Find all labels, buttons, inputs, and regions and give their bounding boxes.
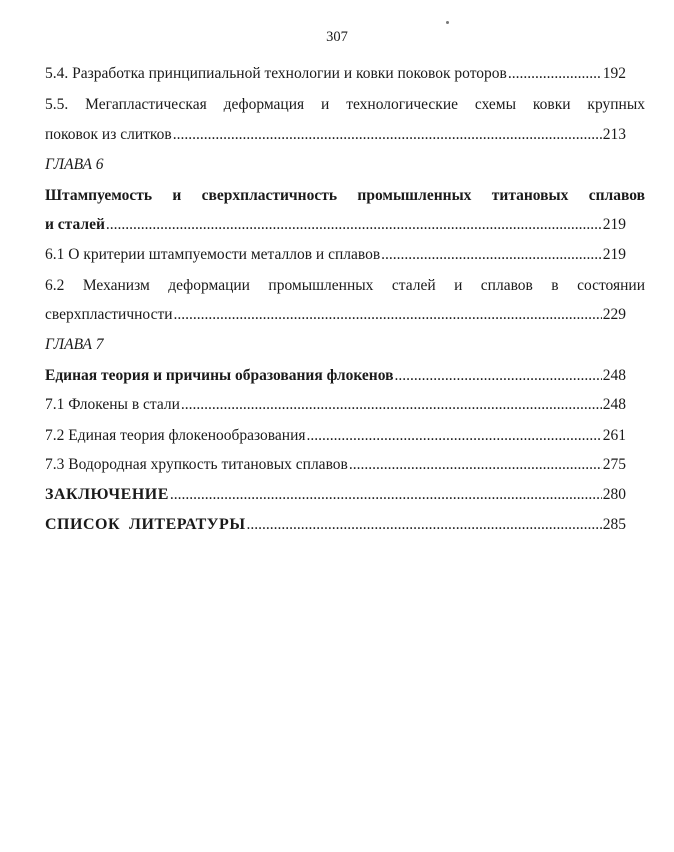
toc-entry-references[interactable]	[45, 514, 626, 536]
page-number: 307	[326, 29, 348, 45]
toc-entry-7-2[interactable]	[45, 425, 626, 447]
toc-entry-7-3[interactable]	[45, 454, 626, 476]
toc-entry-7-1[interactable]	[45, 394, 626, 416]
toc-entry-title: поковок из слитков	[45, 126, 172, 143]
chapter-6-label: ГЛАВА 6	[45, 156, 104, 173]
scan-speck	[446, 21, 449, 24]
toc-entry-5-4[interactable]	[45, 63, 626, 85]
toc-entry-title: 5.4. Разработка принципиальной технологии и ковки поковок роторов	[45, 65, 507, 82]
toc-page-number: 248	[602, 367, 626, 384]
toc-leader-dots	[349, 454, 602, 476]
toc-page-number: 285	[602, 516, 626, 533]
toc-entry-title: 7.1 Флокены в стали	[45, 396, 180, 413]
toc-entry-5-5-line1[interactable]: 5.5. Мегапластическая деформация и технологические схемы ковки крупных	[45, 96, 645, 113]
toc-entry-6-2-line2[interactable]	[45, 304, 626, 326]
toc-entry-6-1[interactable]	[45, 244, 626, 266]
toc-page-number: 248	[602, 396, 626, 413]
toc-entry-title: 7.2 Единая теория флокенообразования	[45, 427, 306, 444]
toc-leader-dots	[173, 124, 602, 146]
toc-entry-title: 6.1 О критерии штампуемости металлов и сплавов	[45, 246, 381, 263]
toc-entry-conclusion[interactable]	[45, 484, 626, 506]
toc-leader-dots	[174, 304, 602, 326]
toc-leader-dots	[247, 514, 602, 536]
chapter-6-title-line2[interactable]	[45, 214, 626, 236]
toc-entry-title: и сталей	[45, 216, 105, 233]
toc-page-number: 192	[602, 65, 626, 82]
toc-page-number: 219	[602, 216, 626, 233]
toc-leader-dots	[170, 484, 602, 506]
toc-entry-title: СПИСОК ЛИТЕРАТУРЫ	[45, 516, 246, 533]
chapter-7-label: ГЛАВА 7	[45, 336, 104, 353]
toc-entry-title: Единая теория и причины образования флокенов	[45, 367, 394, 384]
chapter-6-title-line1[interactable]: Штампуемость и сверхпластичность промышленных титановых сплавов	[45, 187, 645, 204]
toc-entry-title: сверхпластичности	[45, 306, 173, 323]
toc-page-number: 280	[602, 486, 626, 503]
toc-page-number: 219	[602, 246, 626, 263]
toc-entry-5-5-line2[interactable]	[45, 124, 626, 146]
toc-leader-dots	[106, 214, 602, 236]
toc-page-number: 229	[602, 306, 626, 323]
toc-entry-title: 7.3 Водородная хрупкость титановых сплавов	[45, 456, 348, 473]
toc-page-number: 275	[602, 456, 626, 473]
toc-leader-dots	[181, 394, 602, 416]
toc-entry-title: ЗАКЛЮЧЕНИЕ	[45, 486, 169, 503]
toc-page-number: 213	[602, 126, 626, 143]
toc-leader-dots	[381, 244, 602, 266]
toc-page-number: 261	[602, 427, 626, 444]
toc-entry-6-2-line1[interactable]: 6.2 Механизм деформации промышленных сталей и сплавов в состоянии	[45, 277, 645, 294]
chapter-7-title[interactable]	[45, 365, 626, 387]
toc-leader-dots	[307, 425, 602, 447]
toc-leader-dots	[394, 365, 601, 387]
toc-leader-dots	[508, 63, 602, 85]
